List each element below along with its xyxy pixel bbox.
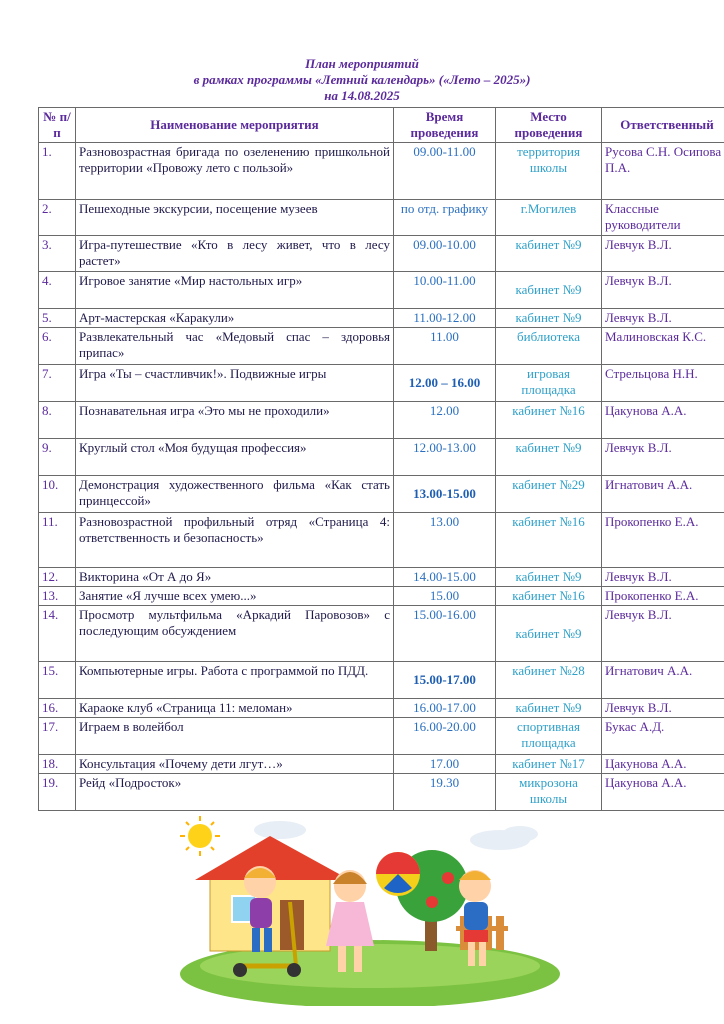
table-row: [39, 236, 724, 272]
row-responsible: Классные руководители: [602, 200, 724, 236]
row-num: 12.: [39, 568, 76, 587]
row-time: 16.00-17.00: [394, 699, 496, 718]
row-responsible: Левчук В.Л.: [602, 236, 724, 272]
sun-icon: [180, 816, 220, 856]
row-place: кабинет №9: [496, 699, 602, 718]
row-event-name: Демонстрация художественного фильма «Как стать принцессой»: [76, 476, 394, 513]
title-line-3: на 14.08.2025: [324, 88, 400, 103]
row-place: территория школы: [496, 143, 602, 200]
table-row: [39, 272, 724, 309]
row-time: 15.00-17.00: [394, 662, 496, 699]
row-responsible: Цакунова А.А.: [602, 755, 724, 774]
row-time: 09.00-10.00: [394, 236, 496, 272]
table-row: [39, 309, 724, 328]
header-place: Место проведения: [496, 108, 602, 143]
row-num: 3.: [39, 236, 76, 272]
row-time: 12.00 – 16.00: [394, 365, 496, 402]
row-event-name: Познавательная игра «Это мы не проходили»: [76, 402, 394, 439]
row-event-name: Игра «Ты – счастливчик!». Подвижные игры: [76, 365, 394, 402]
table-row: [39, 699, 724, 718]
row-responsible: Левчук В.Л.: [602, 568, 724, 587]
row-time: 13.00: [394, 513, 496, 568]
header-name: Наименование мероприятия: [76, 108, 394, 143]
table-row: [39, 513, 724, 568]
row-place: кабинет №9: [496, 236, 602, 272]
row-place: игровая площадка: [496, 365, 602, 402]
row-num: 4.: [39, 272, 76, 309]
row-place: спортивная площадка: [496, 718, 602, 755]
row-num: 14.: [39, 606, 76, 662]
row-responsible: Русова С.Н. Осипова П.А.: [602, 143, 724, 200]
table-row: [39, 606, 724, 662]
row-num: 10.: [39, 476, 76, 513]
row-num: 6.: [39, 328, 76, 365]
row-responsible: Левчук В.Л.: [602, 606, 724, 662]
row-place: кабинет №9: [496, 606, 602, 662]
row-responsible: Игнатович А.А.: [602, 662, 724, 699]
summer-kids-playing-illustration: [170, 816, 560, 1006]
row-event-name: Компьютерные игры. Работа с программой по ПДД.: [76, 662, 394, 699]
row-time: 15.00: [394, 587, 496, 606]
row-responsible: Левчук В.Л.: [602, 309, 724, 328]
row-event-name: Просмотр мультфильма «Аркадий Паровозов» с последующим обсуждением: [76, 606, 394, 662]
row-event-name: Развлекательный час «Медовый спас – здоровья припас»: [76, 328, 394, 365]
header-time: Время проведения: [394, 108, 496, 143]
table-row: [39, 365, 724, 402]
row-num: 18.: [39, 755, 76, 774]
row-num: 11.: [39, 513, 76, 568]
row-time: 09.00-11.00: [394, 143, 496, 200]
table-row: [39, 718, 724, 755]
row-event-name: Занятие «Я лучше всех умею...»: [76, 587, 394, 606]
row-place: кабинет №9: [496, 439, 602, 476]
events-table: [38, 107, 724, 811]
title-line-1: План мероприятий: [305, 56, 419, 71]
row-place: библиотека: [496, 328, 602, 365]
row-num: 2.: [39, 200, 76, 236]
row-place: микрозона школы: [496, 774, 602, 811]
row-place: кабинет №28: [496, 662, 602, 699]
table-row: [39, 402, 724, 439]
header-responsible: Ответственный: [602, 108, 724, 143]
row-time: 17.00: [394, 755, 496, 774]
row-responsible: Малиновская К.С.: [602, 328, 724, 365]
row-num: 8.: [39, 402, 76, 439]
row-num: 5.: [39, 309, 76, 328]
house-icon: [195, 836, 350, 951]
table-row: [39, 755, 724, 774]
row-num: 17.: [39, 718, 76, 755]
table-row: [39, 439, 724, 476]
row-place: кабинет №17: [496, 755, 602, 774]
table-row: [39, 200, 724, 236]
row-event-name: Караоке клуб «Страница 11: меломан»: [76, 699, 394, 718]
row-place: кабинет №16: [496, 587, 602, 606]
row-responsible: Прокопенко Е.А.: [602, 513, 724, 568]
row-event-name: Игра-путешествие «Кто в лесу живет, что в лесу растет»: [76, 236, 394, 272]
row-time: 11.00-12.00: [394, 309, 496, 328]
table-row: [39, 774, 724, 811]
row-time: 14.00-15.00: [394, 568, 496, 587]
row-place: кабинет №9: [496, 309, 602, 328]
table-row: [39, 587, 724, 606]
row-event-name: Арт-мастерская «Каракули»: [76, 309, 394, 328]
row-num: 19.: [39, 774, 76, 811]
row-place: кабинет №29: [496, 476, 602, 513]
row-place: г.Могилев: [496, 200, 602, 236]
row-time: 15.00-16.00: [394, 606, 496, 662]
row-num: 9.: [39, 439, 76, 476]
table-row: [39, 476, 724, 513]
row-responsible: Цакунова А.А.: [602, 774, 724, 811]
row-event-name: Рейд «Подросток»: [76, 774, 394, 811]
row-time: 16.00-20.00: [394, 718, 496, 755]
row-num: 15.: [39, 662, 76, 699]
row-time: 12.00-13.00: [394, 439, 496, 476]
table-row: [39, 662, 724, 699]
row-event-name: Разновозрастной профильный отряд «Страница 4: ответственность и безопасность»: [76, 513, 394, 568]
title-line-2: в рамках программы «Летний календарь» («Лето – 2025»): [193, 72, 531, 87]
row-event-name: Играем в волейбол: [76, 718, 394, 755]
row-event-name: Викторина «От А до Я»: [76, 568, 394, 587]
row-event-name: Круглый стол «Моя будущая профессия»: [76, 439, 394, 476]
row-time: 19.30: [394, 774, 496, 811]
row-responsible: Игнатович А.А.: [602, 476, 724, 513]
row-place: кабинет №16: [496, 402, 602, 439]
table-row: [39, 568, 724, 587]
header-num: № п/п: [39, 108, 76, 143]
row-responsible: Прокопенко Е.А.: [602, 587, 724, 606]
row-responsible: Левчук В.Л.: [602, 439, 724, 476]
table-header-row: [39, 108, 724, 143]
row-time: 12.00: [394, 402, 496, 439]
row-event-name: Пешеходные экскурсии, посещение музеев: [76, 200, 394, 236]
row-time: 13.00-15.00: [394, 476, 496, 513]
cloud-icon: [254, 821, 538, 850]
row-event-name: Консультация «Почему дети лгут…»: [76, 755, 394, 774]
table-row: [39, 143, 724, 200]
row-event-name: Разновозрастная бригада по озеленению пришкольной территории «Провожу лето с пользой»: [76, 143, 394, 200]
table-row: [39, 328, 724, 365]
row-place: кабинет №9: [496, 272, 602, 309]
row-responsible: Стрельцова Н.Н.: [602, 365, 724, 402]
row-time: 11.00: [394, 328, 496, 365]
row-responsible: Левчук В.Л.: [602, 272, 724, 309]
row-num: 13.: [39, 587, 76, 606]
ball-icon: [376, 852, 420, 896]
document-title: [0, 56, 724, 104]
row-place: кабинет №16: [496, 513, 602, 568]
row-responsible: Левчук В.Л.: [602, 699, 724, 718]
row-responsible: Букас А.Д.: [602, 718, 724, 755]
row-place: кабинет №9: [496, 568, 602, 587]
row-time: 10.00-11.00: [394, 272, 496, 309]
row-time: по отд. графику: [394, 200, 496, 236]
row-num: 7.: [39, 365, 76, 402]
row-num: 1.: [39, 143, 76, 200]
row-num: 16.: [39, 699, 76, 718]
row-responsible: Цакунова А.А.: [602, 402, 724, 439]
row-event-name: Игровое занятие «Мир настольных игр»: [76, 272, 394, 309]
